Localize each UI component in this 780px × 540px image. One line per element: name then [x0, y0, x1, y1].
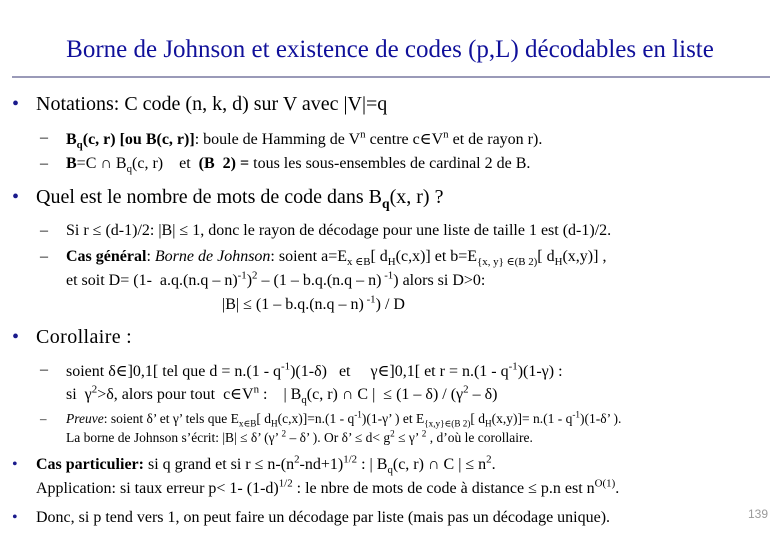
bullet-dot: •: [12, 326, 20, 348]
sub-bullet-dash: –: [40, 155, 48, 172]
sub-bullet-dash: –: [40, 222, 48, 239]
bullet-donc: Donc, si p tend vers 1, on peut faire un décodage par liste (mais pas un décodage unique).: [36, 509, 611, 526]
sub-bullet-dash: –: [40, 361, 48, 378]
bullet-dot: •: [12, 186, 20, 208]
bullet-dot: •: [12, 456, 18, 473]
title-underline: [12, 76, 770, 78]
slide-title: Borne de Johnson et existence de codes (p,L) décodables en liste: [66, 36, 714, 63]
cas-particulier-line-1: Cas particulier: si q grand et si $r \le n-(n^2-nd+1)^{1/2}$ : | $B_q(c$, r) ∩ C | ≤ $n^2$.: [36, 453, 496, 477]
sub-bullet-dash: –: [40, 248, 48, 265]
bullet-dot: •: [12, 509, 18, 526]
corollaire-line-1: soient δ∈]0,1[ tel que $d = n.(1 - q^{-1})(1-\delta)$ et γ∈]0,1[ et $r = n.(1 - q^{-1})(1-\gamma)$ :: [66, 360, 563, 380]
preuve-line-1: Preuve: soient δ’ et γ’ tels que $E_{x\in B}$[ $d_H(c,x)]=n.(1 - q^{-1})(1-\gamma$’ ) et $E_{\{x,y\}\in(B 2)}$[ $d_H(x,y)]= n.(1 - q^{-1})(1-\delta$’ ).: [66, 409, 622, 429]
bullet-notations: Notations: C code (n, k, d) sur V avec |V|=q: [36, 93, 388, 115]
sub-bullet-dash: –: [40, 411, 47, 426]
slide-number: 139: [748, 507, 769, 521]
preuve-line-2: La borne de Johnson s’écrit: |B| ≤ δ’ (γ’ $^2$ – δ’ ). Or δ’ ≤ $d< g^2 \le \gamma$’ $^2$ , d’où le corollaire.: [66, 428, 533, 445]
bullet-quel: Quel est le nombre de mots de code dans $B_q(x$, r) ?: [36, 186, 444, 211]
johnson-D-line: et soit D= (1- a.q.(n.q – n)$^{-1}$)$^2$ – (1 – b.q.(n.q – n) $^{-1}$) alors si D>0:: [66, 269, 486, 289]
notation-boule-line: $B_q(c$, r) [ou B(c, r)]: boule de Hamming de $V^n$ centre $c\in V^n$ et de rayon r).: [66, 128, 543, 152]
quel-line-1: Si r ≤ (d-1)/2: |B| ≤ 1, donc le rayon de décodage pour une liste de taille 1 est (d-1)/2.: [66, 222, 612, 239]
corollaire-line-2: si $\gamma^2>\delta$, alors pour tout $c\in V^n$ : | $B_q(c$, r) ∩ C | ≤ $(1 - \delta) / (\gamma^2 - \delta)$: [66, 383, 498, 407]
sub-bullet-dash: –: [40, 129, 48, 146]
notation-B-line: B=C ∩ $B_q(c$, r) et (B 2) = tous les sous-ensembles de cardinal 2 de B.: [66, 155, 531, 176]
bullet-dot: •: [12, 93, 20, 115]
application-line: Application: si taux erreur p< 1- $(1-d)^{1/2}$ : le nbre de mots de code à distance ≤ p.n est $n^{O(1)}$.: [36, 477, 620, 497]
cas-general-line: Cas général: Borne de Johnson: soient $a=E_{x \in B}$[ $d_H(c,x)$] et $b=E_{\{x, y\} \in(B 2)}$[ $d_H(x,y)$] ,: [66, 248, 607, 269]
johnson-bound-line: |B| ≤ (1 – b.q.(n.q – n) $^{-1}$) / D: [222, 293, 405, 313]
bullet-corollaire: Corollaire :: [36, 326, 132, 348]
